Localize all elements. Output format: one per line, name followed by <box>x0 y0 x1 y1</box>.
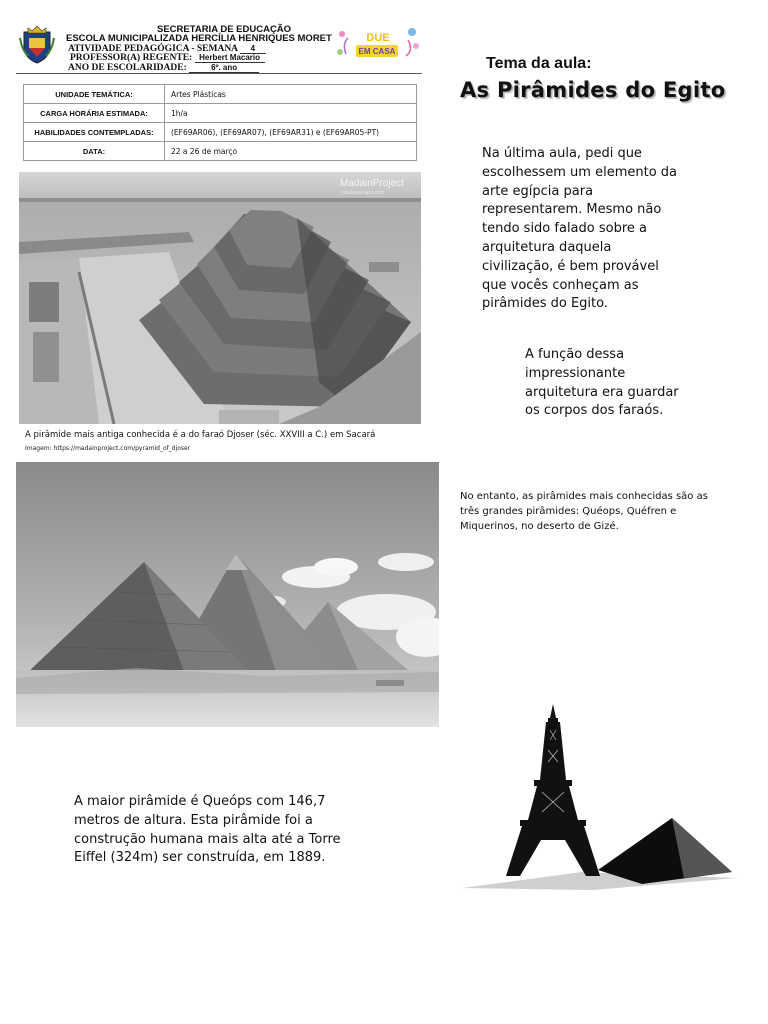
table-row <box>24 123 417 142</box>
page-title: As Pirâmides do Egito <box>460 78 726 102</box>
table-row <box>24 142 417 161</box>
svg-text:DUE: DUE <box>366 32 390 44</box>
theme-label: Tema da aula: <box>486 55 592 72</box>
giza-paragraph: No entanto, as pirâmides mais conhecidas são as três grandes pirâmides: Quéops, Quéfren e Miquerinos, no deserto de Gizé. <box>460 491 708 532</box>
row-value-workload: 1h/a <box>165 104 417 123</box>
row-label-workload: CARGA HORÁRIA ESTIMADA: <box>24 104 165 123</box>
header-school-name: ESCOLA MUNICIPALIZADA HERCÍLIA HENRIQUES MORET <box>66 33 332 44</box>
djoser-image-credit: Imagem: https://madainproject.com/pyramid_of_djoser <box>25 445 191 452</box>
activity-week-value: 4 <box>240 44 266 54</box>
grade-value: 6º. ano <box>189 63 259 73</box>
row-value-thematic-unit: Artes Plásticas <box>165 85 417 104</box>
grade-label: ANO DE ESCOLARIDADE: <box>68 63 187 73</box>
lesson-info-table <box>23 84 417 161</box>
teacher-value: Herbert Macario <box>195 53 265 63</box>
header-divider <box>16 73 422 74</box>
djoser-pyramid-photo <box>19 172 421 424</box>
header-grade <box>68 63 259 73</box>
due-em-casa-logo <box>336 24 420 64</box>
function-paragraph: A função dessa impressionante arquitetura era guardar os corpos dos faraós. <box>525 347 679 419</box>
svg-text:EM CASA: EM CASA <box>358 47 396 56</box>
row-value-date: 22 a 26 de março <box>165 142 417 161</box>
table-row <box>24 104 417 123</box>
giza-pyramids-photo <box>16 462 439 727</box>
row-label-date: DATA: <box>24 142 165 161</box>
table-row <box>24 85 417 104</box>
eiffel-tower-pyramid-comparison-illustration <box>462 700 738 895</box>
madain-watermark-url: madainproject.com <box>342 190 385 196</box>
header-teacher <box>70 53 265 63</box>
row-label-skills: HABILIDADES CONTEMPLADAS: <box>24 123 165 142</box>
row-label-thematic-unit: UNIDADE TEMÁTICA: <box>24 85 165 104</box>
municipal-crest-logo <box>18 24 56 64</box>
teacher-label: PROFESSOR(A) REGENTE: <box>70 53 193 63</box>
height-paragraph: A maior pirâmide é Queóps com 146,7 metros de altura. Esta pirâmide foi a construção humana mais alta até a Torre Eiffel (324m) ser construída, em 1889. <box>74 794 341 866</box>
activity-label: ATIVIDADE PEDAGÓGICA - SEMANA <box>68 44 238 54</box>
djoser-caption: A pirâmide mais antiga conhecida é a do faraó Djoser (séc. XXVIII a C.) em Sacará <box>25 430 376 440</box>
header-secretaria: SECRETARIA DE EDUCAÇÃO <box>157 24 292 35</box>
intro-paragraph: Na última aula, pedi que escolhessem um elemento da arte egípcia para representarem. Mesmo não tendo sido falado sobre a arquitetura daquela civilização, é bem provável que vocês conheçam as pirâmides do Egito. <box>482 146 678 312</box>
madain-watermark: MadainProject <box>340 178 404 189</box>
row-value-skills: (EF69AR06), (EF69AR07), (EF69AR31) e (EF69AR05-PT) <box>165 123 417 142</box>
